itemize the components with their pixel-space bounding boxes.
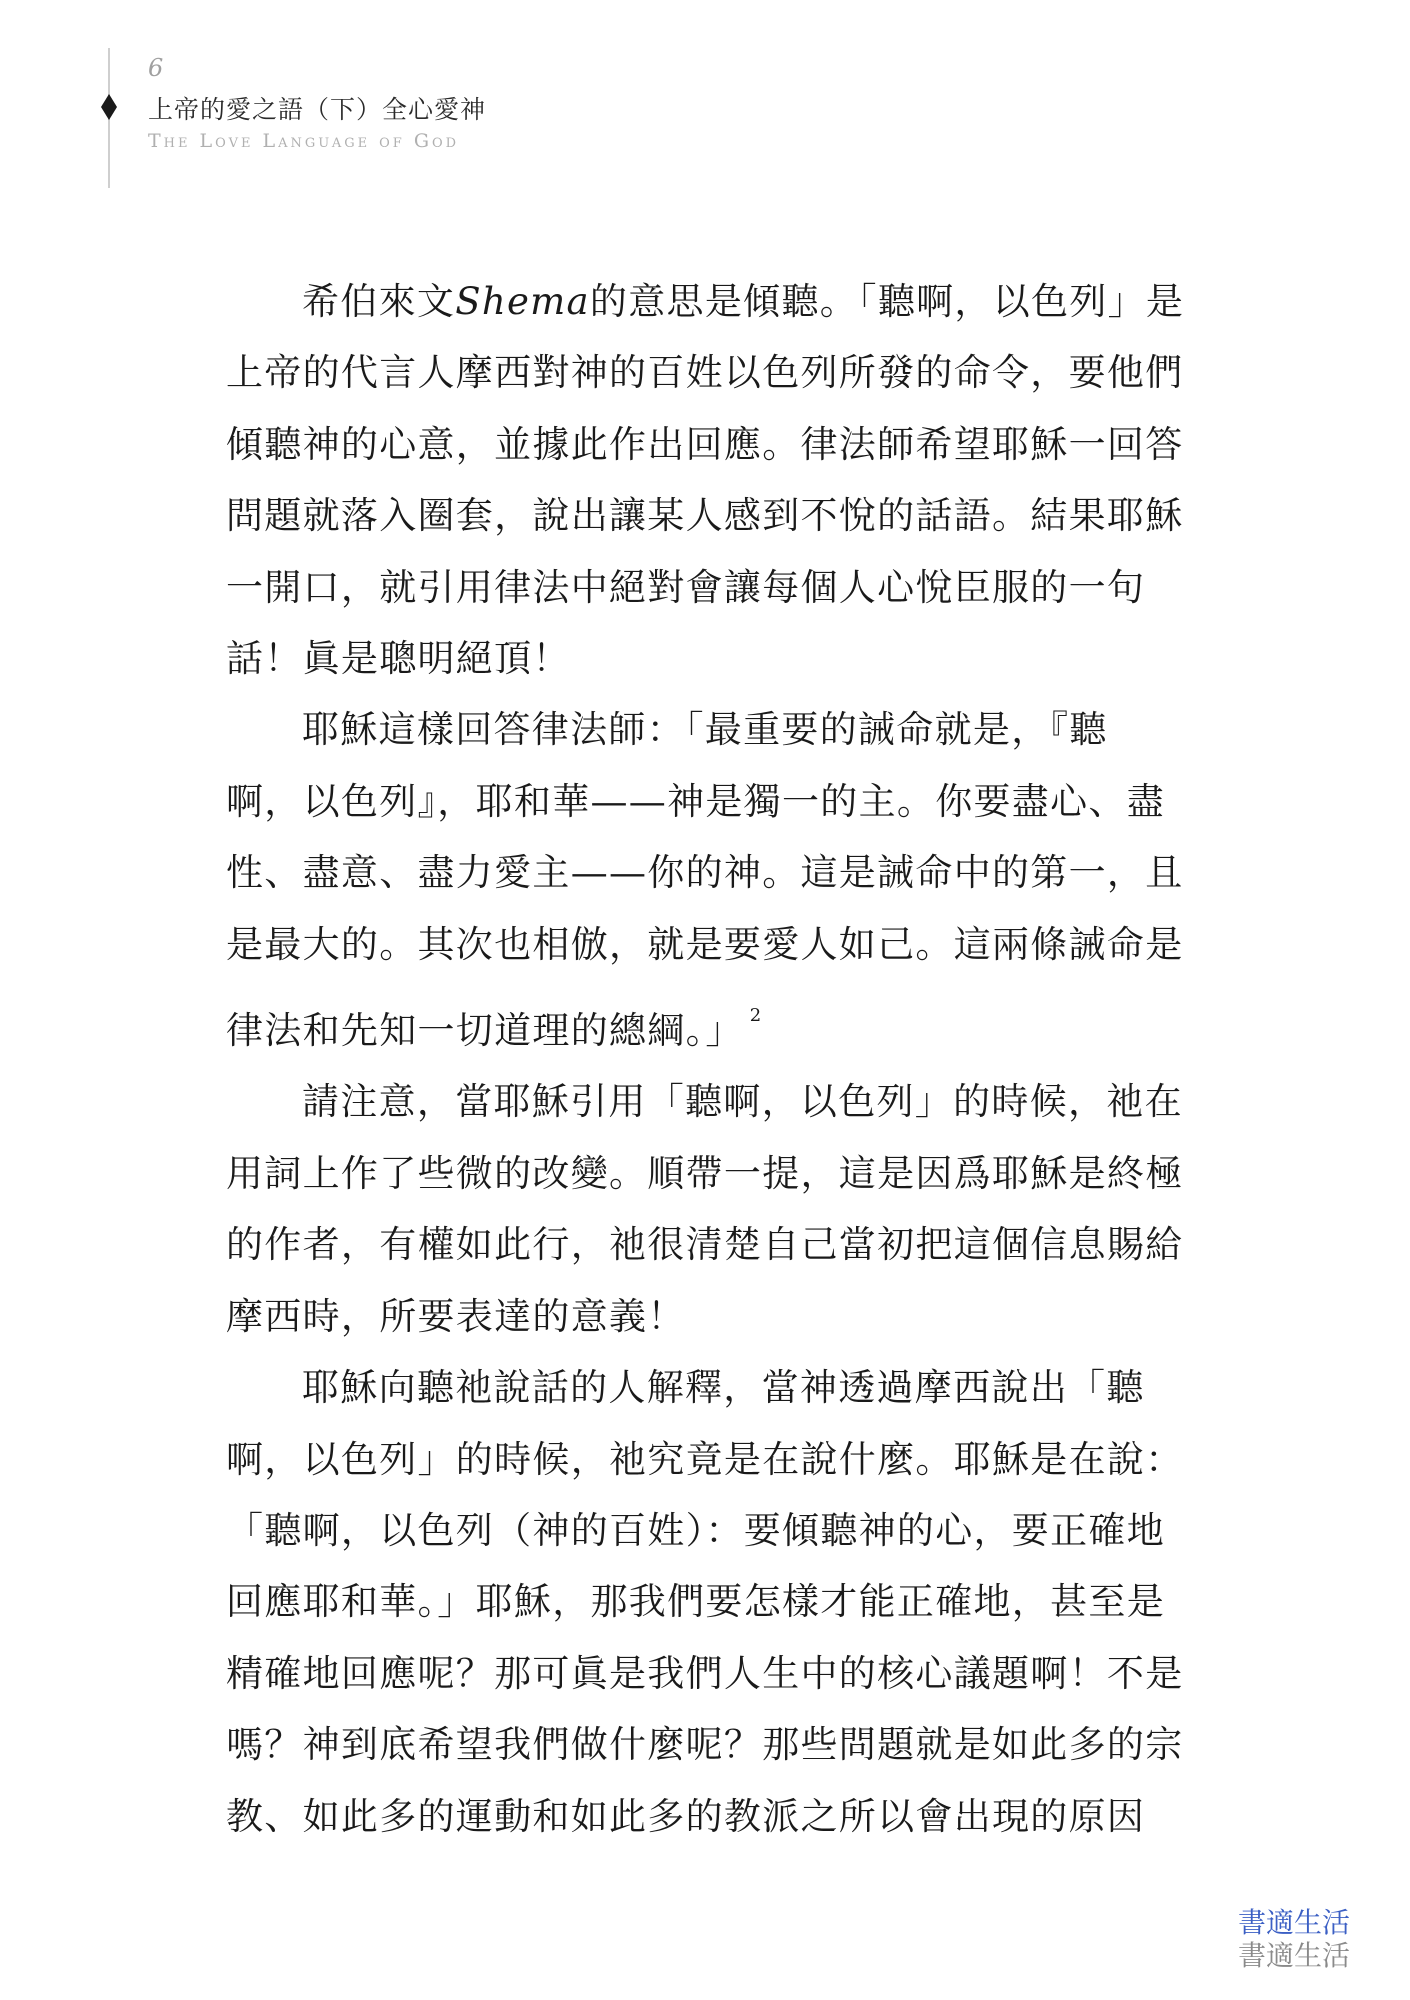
watermark-line-1: 書適生活 xyxy=(1237,1906,1350,1939)
publisher-watermark xyxy=(1238,1906,1350,1972)
text-line: 教、如此多的運動和如此多的教派之所以會出現的原因 xyxy=(226,1794,1146,1838)
paragraph-2 xyxy=(226,694,1210,1066)
latin-term: Shema xyxy=(455,280,590,323)
footnote-reference[interactable]: 2 xyxy=(749,1005,763,1027)
text-line: 耶穌向聽祂說話的人解釋，當神透過摩西說出「聽 xyxy=(302,1366,1145,1410)
text-line: 啊，以色列』，耶和華——神是獨一的主。你要盡心、盡 xyxy=(226,779,1165,823)
paragraph-1 xyxy=(226,266,1210,694)
text-line: 精確地回應呢？那可眞是我們人生中的核心議題啊！不是 xyxy=(226,1651,1184,1695)
text-line: 耶穌這樣回答律法師：「最重要的誡命就是，『聽 xyxy=(302,708,1108,752)
book-title-english: The Love Language of God xyxy=(148,130,460,152)
diamond-ornament-icon xyxy=(101,94,117,120)
text-line: 是最大的。其次也相倣，就是要愛人如己。這兩條誡命是 xyxy=(226,922,1184,966)
text-line: 性、盡意、盡力愛主——你的神。這是誡命中的第一，且 xyxy=(226,851,1184,895)
text-line: 律法和先知一切道理的總綱。」 $^2$ xyxy=(226,1005,763,1053)
book-title: 上帝的愛之語（下）全心愛神 xyxy=(148,95,487,124)
text-line: 請注意，當耶穌引用「聽啊，以色列」的時候，祂在 xyxy=(302,1080,1183,1124)
body-text xyxy=(226,266,1210,1852)
text-line: 希伯來文Shema的意思是傾聽。「聽啊，以色列」是 xyxy=(302,280,1185,323)
running-header xyxy=(108,48,710,188)
page-number: 6 xyxy=(148,54,164,82)
text-line: 話！眞是聰明絕頂！ xyxy=(226,637,571,681)
paragraph-3 xyxy=(226,1066,1210,1352)
text-line: 回應耶和華。」耶穌，那我們要怎樣才能正確地，甚至是 xyxy=(226,1580,1165,1624)
text-line: 用詞上作了些微的改變。順帶一提，這是因爲耶穌是終極 xyxy=(226,1151,1184,1195)
text-line: 問題就落入圈套，說出讓某人感到不悅的話語。結果耶穌 xyxy=(226,494,1184,538)
paragraph-4 xyxy=(226,1352,1210,1852)
text-line: 啊，以色列」的時候，祂究竟是在說什麼。耶穌是在說： xyxy=(226,1437,1184,1481)
text-line: 傾聽神的心意，並據此作出回應。律法師希望耶穌一回答 xyxy=(226,422,1184,466)
text-line: 「聽啊，以色列（神的百姓）：要傾聽神的心，要正確地 xyxy=(226,1508,1165,1552)
text-line: 嗎？神到底希望我們做什麼呢？那些問題就是如此多的宗 xyxy=(226,1723,1184,1767)
watermark-line-2: 書適生活 xyxy=(1237,1939,1350,1972)
text-line: 的作者，有權如此行，祂很清楚自己當初把這個信息賜給 xyxy=(226,1223,1184,1267)
text-line: 上帝的代言人摩西對神的百姓以色列所發的命令，要他們 xyxy=(226,351,1184,395)
text-line: 一開口，就引用律法中絕對會讓每個人心悅臣服的一句 xyxy=(226,565,1146,609)
text-line: 摩西時，所要表達的意義！ xyxy=(226,1294,686,1338)
